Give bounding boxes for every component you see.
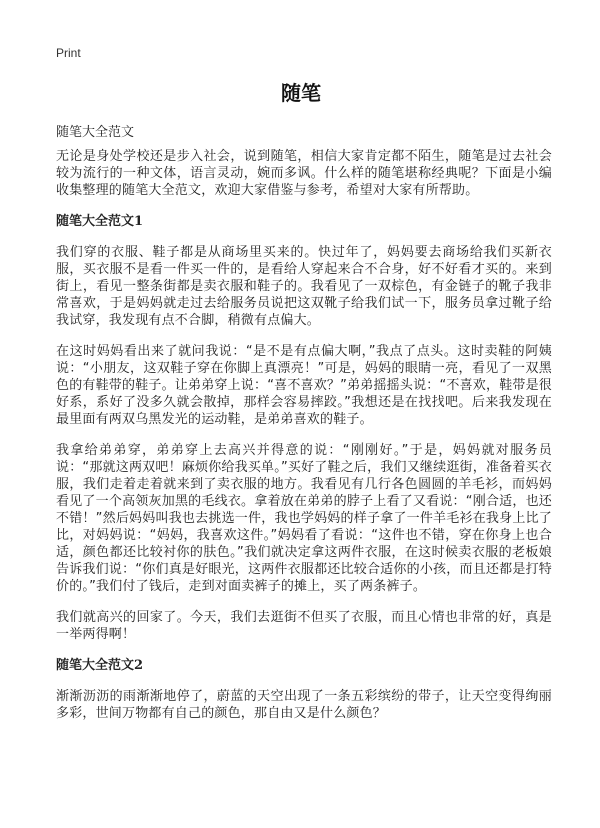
intro-paragraph: 无论是身处学校还是步入社会，说到随笔，相信大家肯定都不陌生，随笔是过去社会较为流行的一种文体，语言灵动，婉而多讽。什么样的随笔堪称经典呢？下面是小编收集整理的随笔大全范文，欢迎大家借鉴与参考，希望对大家有所帮助。 — [56, 149, 552, 198]
body-paragraph: 我们就高兴的回家了。今天，我们去逛街不但买了衣服，而且心情也非常的好，真是一举两得啊！ — [56, 610, 552, 642]
body-paragraph: 在这时妈妈看出来了就问我说：“是不是有点偏大啊，”我点了点头。这时卖鞋的阿姨说：“小朋友，这双鞋子穿在你脚上真漂亮！”可是，妈妈的眼睛一亮，看见了一双黑色的有鞋带的鞋子。让弟弟穿上说：“喜不喜欢？”弟弟摇摇头说：“不喜欢，鞋带是很好系，系好了没多久就会散掉，那样会容易摔跤。”我想还是在找找吧。后来我发现在最里面有两双乌黑发光的运动鞋，是弟弟喜欢的鞋子。 — [56, 344, 553, 427]
document-page — [56, 0, 556, 828]
section-heading: 随笔大全范文2 — [56, 658, 144, 673]
body-paragraph: 渐渐沥沥的雨渐渐地停了，蔚蓝的天空出现了一条五彩缤纷的带子，让天空变得绚丽多彩，世间万物都有自己的颜色，那自由又是什么颜色？ — [56, 689, 552, 721]
print-link[interactable]: Print — [56, 46, 81, 60]
body-paragraph: 我们穿的衣服、鞋子都是从商场里买来的。快过年了，妈妈要去商场给我们买新衣服，买衣服不是看一件买一件的，是看给人穿起来合不合身，好不好看才买的。来到街上，看见一整条街都是卖衣服和鞋子的。我看见了一双棕色，有金链子的靴子我非常喜欢，于是妈妈就走过去给服务员说把这双靴子给我们试一下，服务员拿过靴子给我试穿，我发现有点不合脚，稍微有点偏大。 — [56, 245, 552, 328]
document-subtitle: 随笔大全范文 — [56, 125, 135, 140]
page-title: 随笔 — [281, 81, 321, 105]
document-body — [56, 148, 552, 736]
body-paragraph: 我拿给弟弟穿，弟弟穿上去高兴并得意的说：“刚刚好。”于是，妈妈就对服务员说：“那就这两双吧！麻烦你给我买单。”买好了鞋之后，我们又继续逛街，准备着买衣服，我们走着走着就来到了卖衣服的地方。我看见有几行各色圆圆的羊毛衫，而妈妈看见了一个高领灰加黑的毛线衣。拿着放在弟弟的脖子上看了又看说：“刚合适，也还不错！”然后妈妈叫我也去挑选一件，我也学妈妈的样子拿了一件羊毛衫在我身上比了比，对妈妈说：“妈妈，我喜欢这件。”妈妈看了看说：“这件也不错，穿在你身上也合适，颜色都还比较衬你的肤色。”我们就决定拿这两件衣服，在这时候卖衣服的老板娘告诉我们说：“你们真是好眼光，这两件衣服都还比较合适你的小孩，而且还都是打特价的。”我们付了钱后，走到对面卖裤子的摊上，买了两条裤子。 — [56, 443, 552, 594]
section-heading: 随笔大全范文1 — [56, 214, 144, 229]
